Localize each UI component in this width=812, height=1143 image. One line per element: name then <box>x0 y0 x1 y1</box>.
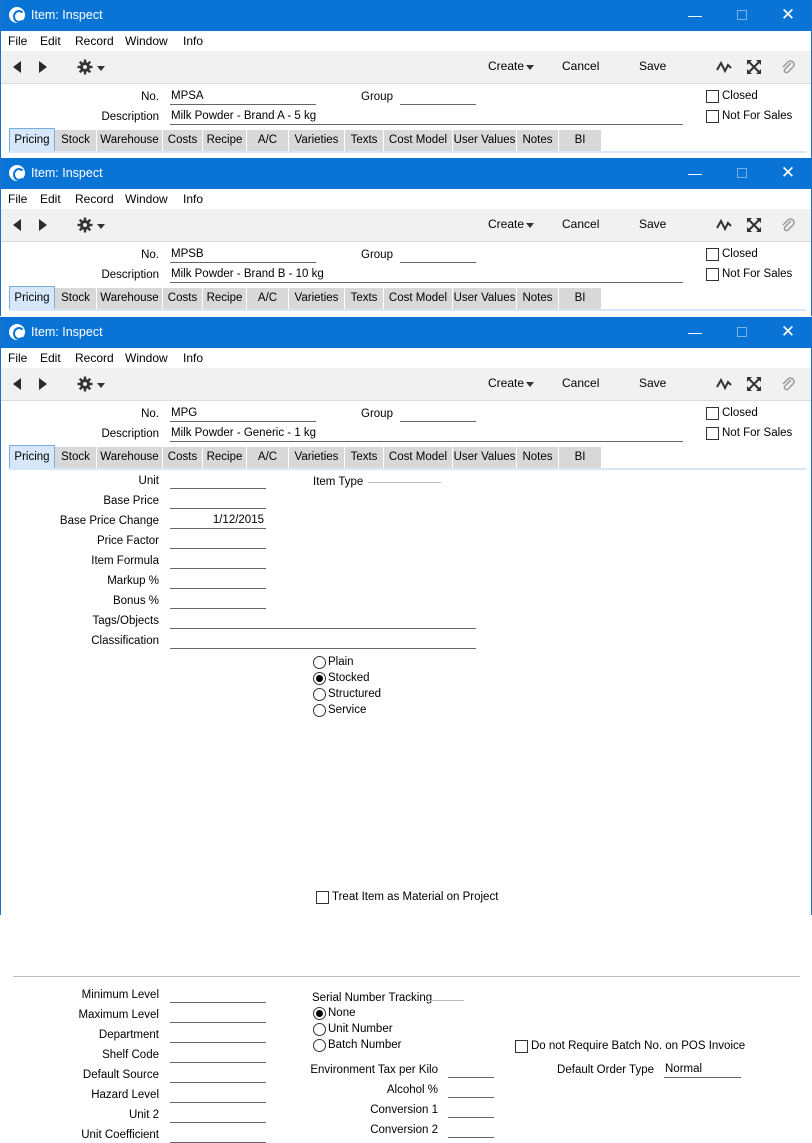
closed-checkbox[interactable] <box>706 248 719 261</box>
item-window-1 <box>0 0 812 158</box>
window-title: Item: Inspect <box>31 166 103 180</box>
tab-pricing[interactable]: Pricing <box>9 445 55 468</box>
item-window-3 <box>0 317 812 1141</box>
tab-cost-model[interactable]: Cost Model <box>384 130 453 151</box>
default-source-field[interactable] <box>170 1068 266 1083</box>
minimum-level-field[interactable] <box>170 988 266 1003</box>
no-label: No. <box>141 408 159 420</box>
menu-item-info[interactable]: Info <box>183 34 204 48</box>
gear-icon[interactable] <box>77 217 93 233</box>
unit-coefficient-field[interactable] <box>170 1128 266 1143</box>
not-for-sales-label: Not For Sales <box>722 110 793 122</box>
chevron-down-icon[interactable] <box>97 383 105 388</box>
tab-recipe[interactable]: Recipe <box>203 130 247 151</box>
app-logo-icon <box>9 324 25 340</box>
markup-field[interactable] <box>170 574 266 589</box>
menu-item-record[interactable]: Record <box>75 192 114 206</box>
toolbar <box>1 209 811 242</box>
not-for-sales-checkbox[interactable] <box>706 110 719 123</box>
expand-icon[interactable] <box>746 59 762 75</box>
shelf-code-label: Shelf Code <box>102 1049 159 1061</box>
menu-item-record[interactable]: Record <box>75 34 114 48</box>
base-price-label: Base Price <box>103 495 159 507</box>
expand-icon[interactable] <box>746 217 762 233</box>
menu-bar <box>1 348 811 368</box>
tab-a-c[interactable]: A/C <box>247 130 289 151</box>
tab-a-c[interactable]: A/C <box>247 447 289 468</box>
tab-costs[interactable]: Costs <box>163 288 203 309</box>
create-button[interactable]: Create <box>488 59 525 73</box>
no-field[interactable]: MPSB <box>170 248 316 263</box>
default-source-label: Default Source <box>82 1069 159 1081</box>
item-formula-label: Item Formula <box>91 555 159 567</box>
classification-field[interactable] <box>170 634 476 649</box>
conversion1-field[interactable] <box>448 1103 494 1118</box>
department-label: Department <box>98 1029 159 1041</box>
serial-tracking-option-label: Unit Number <box>328 1023 393 1035</box>
window-title: Item: Inspect <box>31 325 103 339</box>
activity-icon[interactable] <box>716 59 732 75</box>
not-for-sales-checkbox[interactable] <box>706 268 719 281</box>
tab-user-values[interactable]: User Values <box>453 447 517 468</box>
menu-item-window[interactable]: Window <box>125 351 168 365</box>
unit2-label: Unit 2 <box>128 1109 159 1121</box>
conversion1-label: Conversion 1 <box>370 1104 438 1116</box>
description-field[interactable]: Milk Powder - Brand B - 10 kg <box>170 268 683 283</box>
previous-record-icon[interactable] <box>13 378 21 390</box>
item-type-radio-service[interactable] <box>313 704 326 717</box>
minimize-icon[interactable]: — <box>688 165 702 181</box>
group-label: Group <box>361 91 393 103</box>
tab-varieties[interactable]: Varieties <box>289 130 345 151</box>
activity-icon[interactable] <box>716 217 732 233</box>
close-icon[interactable]: ✕ <box>780 322 796 341</box>
menu-item-edit[interactable]: Edit <box>40 192 61 206</box>
no-label: No. <box>141 91 159 103</box>
toolbar <box>1 51 811 84</box>
tags-objects-label: Tags/Objects <box>92 615 159 627</box>
description-label: Description <box>101 269 159 281</box>
minimize-icon[interactable]: — <box>688 7 702 23</box>
item-type-radio-stocked[interactable] <box>313 672 326 685</box>
closed-label: Closed <box>722 248 758 260</box>
serial-tracking-option-label: None <box>328 1007 356 1019</box>
title-bar[interactable] <box>1 317 811 348</box>
close-icon[interactable]: ✕ <box>780 5 796 24</box>
base-price-change-label: Base Price Change <box>59 515 159 527</box>
cancel-button[interactable]: Cancel <box>562 376 600 390</box>
maximum-level-field[interactable] <box>170 1008 266 1023</box>
menu-item-info[interactable]: Info <box>183 192 204 206</box>
tab-user-values[interactable]: User Values <box>453 288 517 309</box>
serial-tracking-underline <box>428 986 464 1001</box>
base-price-field[interactable] <box>170 494 266 509</box>
price-factor-label: Price Factor <box>97 535 159 547</box>
unit2-field[interactable] <box>170 1108 266 1123</box>
serial-tracking-radio-unit-number[interactable] <box>313 1023 326 1036</box>
menu-item-record[interactable]: Record <box>75 351 114 365</box>
create-button[interactable]: Create <box>488 217 525 231</box>
markup-label: Markup % <box>107 575 159 587</box>
toolbar <box>1 368 811 401</box>
description-field[interactable]: Milk Powder - Generic - 1 kg <box>170 427 683 442</box>
previous-record-icon[interactable] <box>13 61 21 73</box>
tab-underline <box>9 309 806 311</box>
closed-label: Closed <box>722 407 758 419</box>
chevron-down-icon[interactable] <box>526 65 534 70</box>
alcohol-field[interactable] <box>448 1083 494 1098</box>
tab-texts[interactable]: Texts <box>345 447 384 468</box>
menu-item-file[interactable]: File <box>8 192 28 206</box>
tab-costs[interactable]: Costs <box>163 130 203 151</box>
tab-notes[interactable]: Notes <box>517 288 559 309</box>
tab-user-values[interactable]: User Values <box>453 130 517 151</box>
section-divider <box>13 976 800 977</box>
tab-warehouse[interactable]: Warehouse <box>97 447 163 468</box>
tab-stock[interactable]: Stock <box>55 130 97 151</box>
title-bar[interactable] <box>1 0 811 31</box>
menu-item-edit[interactable]: Edit <box>40 34 61 48</box>
unit-field[interactable] <box>170 474 266 489</box>
menu-item-info[interactable]: Info <box>183 351 204 365</box>
conversion2-field[interactable] <box>448 1123 494 1138</box>
item-type-radio-plain[interactable] <box>313 656 326 669</box>
description-field[interactable]: Milk Powder - Brand A - 5 kg <box>170 110 683 125</box>
tab-cost-model[interactable]: Cost Model <box>384 447 453 468</box>
paperclip-icon[interactable] <box>780 59 796 75</box>
cancel-button[interactable]: Cancel <box>562 59 600 73</box>
tab-texts[interactable]: Texts <box>345 288 384 309</box>
menu-item-file[interactable]: File <box>8 34 28 48</box>
shelf-code-field[interactable] <box>170 1048 266 1063</box>
tab-pricing[interactable]: Pricing <box>9 286 55 309</box>
item-formula-field[interactable] <box>170 554 266 569</box>
serial-tracking-option-label: Batch Number <box>328 1039 402 1051</box>
default-order-type-field[interactable]: Normal <box>664 1063 741 1078</box>
maximum-level-label: Maximum Level <box>78 1009 159 1021</box>
menu-item-window[interactable]: Window <box>125 34 168 48</box>
menu-item-file[interactable]: File <box>8 351 28 365</box>
env-tax-field[interactable] <box>448 1063 494 1078</box>
activity-icon[interactable] <box>716 376 732 392</box>
tab-costs[interactable]: Costs <box>163 447 203 468</box>
no-label: No. <box>141 249 159 261</box>
no-batch-pos-checkbox[interactable] <box>515 1040 528 1053</box>
conversion2-label: Conversion 2 <box>370 1124 438 1136</box>
env-tax-label: Environment Tax per Kilo <box>310 1064 438 1076</box>
menu-item-window[interactable]: Window <box>125 192 168 206</box>
serial-tracking-label: Serial Number Tracking <box>312 992 433 1004</box>
treat-as-material-checkbox[interactable] <box>316 891 329 904</box>
price-factor-field[interactable] <box>170 534 266 549</box>
maximize-icon[interactable] <box>731 163 753 183</box>
maximize-icon[interactable] <box>731 322 753 342</box>
tab-texts[interactable]: Texts <box>345 130 384 151</box>
item-type-radio-structured[interactable] <box>313 688 326 701</box>
no-field[interactable]: MPG <box>170 407 316 422</box>
tab-warehouse[interactable]: Warehouse <box>97 130 163 151</box>
not-for-sales-label: Not For Sales <box>722 427 793 439</box>
app-logo-icon <box>9 165 25 181</box>
tab-bi[interactable]: BI <box>559 447 602 468</box>
item-type-option-label: Plain <box>328 656 354 668</box>
item-type-option-label: Service <box>328 704 367 716</box>
tab-stock[interactable]: Stock <box>55 288 97 309</box>
serial-tracking-radio-batch-number[interactable] <box>313 1039 326 1052</box>
chevron-down-icon[interactable] <box>526 223 534 228</box>
department-field[interactable] <box>170 1028 266 1043</box>
minimize-icon[interactable]: — <box>688 324 702 340</box>
chevron-down-icon[interactable] <box>97 66 105 71</box>
tab-a-c[interactable]: A/C <box>247 288 289 309</box>
closed-checkbox[interactable] <box>706 90 719 103</box>
description-label: Description <box>101 428 159 440</box>
closed-checkbox[interactable] <box>706 407 719 420</box>
save-button[interactable]: Save <box>639 59 667 73</box>
save-button[interactable]: Save <box>639 376 667 390</box>
unit-label: Unit <box>138 475 159 487</box>
serial-tracking-radio-none[interactable] <box>313 1007 326 1020</box>
alcohol-label: Alcohol % <box>386 1084 438 1096</box>
item-type-option-label: Structured <box>328 688 382 700</box>
closed-label: Closed <box>722 90 758 102</box>
group-label: Group <box>361 408 393 420</box>
gear-icon[interactable] <box>77 376 93 392</box>
tab-notes[interactable]: Notes <box>517 447 559 468</box>
title-bar[interactable] <box>1 158 811 189</box>
group-field[interactable] <box>400 407 476 422</box>
tab-recipe[interactable]: Recipe <box>203 447 247 468</box>
minimum-level-label: Minimum Level <box>81 989 159 1001</box>
group-field[interactable] <box>400 90 476 105</box>
classification-label: Classification <box>91 635 159 647</box>
default-order-type-label: Default Order Type <box>557 1064 654 1076</box>
item-type-option-label: Stocked <box>328 672 370 684</box>
not-for-sales-label: Not For Sales <box>722 268 793 280</box>
unit-coefficient-label: Unit Coefficient <box>81 1129 159 1141</box>
group-field[interactable] <box>400 248 476 263</box>
app-logo-icon <box>9 7 25 23</box>
tab-notes[interactable]: Notes <box>517 130 559 151</box>
menu-item-edit[interactable]: Edit <box>40 351 61 365</box>
tab-varieties[interactable]: Varieties <box>289 288 345 309</box>
menu-bar <box>1 189 811 209</box>
paperclip-icon[interactable] <box>780 217 796 233</box>
tags-objects-field[interactable] <box>170 614 476 629</box>
gear-icon[interactable] <box>77 59 93 75</box>
tab-underline <box>9 151 806 153</box>
expand-icon[interactable] <box>746 376 762 392</box>
cancel-button[interactable]: Cancel <box>562 217 600 231</box>
chevron-down-icon[interactable] <box>97 224 105 229</box>
bonus-label: Bonus % <box>112 595 159 607</box>
tab-warehouse[interactable]: Warehouse <box>97 288 163 309</box>
treat-as-material-label: Treat Item as Material on Project <box>332 891 499 903</box>
create-button[interactable]: Create <box>488 376 525 390</box>
tab-recipe[interactable]: Recipe <box>203 288 247 309</box>
tab-stock[interactable]: Stock <box>55 447 97 468</box>
hazard-level-field[interactable] <box>170 1088 266 1103</box>
hazard-level-label: Hazard Level <box>91 1089 159 1101</box>
group-label: Group <box>361 249 393 261</box>
menu-bar <box>1 31 811 51</box>
bonus-field[interactable] <box>170 594 266 609</box>
item-window-2 <box>0 158 812 316</box>
chevron-down-icon[interactable] <box>526 382 534 387</box>
next-record-icon[interactable] <box>39 61 47 73</box>
base-price-change-field[interactable]: 1/12/2015 <box>170 514 266 529</box>
no-field[interactable]: MPSA <box>170 90 316 105</box>
tab-bi[interactable]: BI <box>559 130 602 151</box>
tab-cost-model[interactable]: Cost Model <box>384 288 453 309</box>
next-record-icon[interactable] <box>39 219 47 231</box>
record-header <box>1 242 811 312</box>
previous-record-icon[interactable] <box>13 219 21 231</box>
paperclip-icon[interactable] <box>780 376 796 392</box>
next-record-icon[interactable] <box>39 378 47 390</box>
window-title: Item: Inspect <box>31 8 103 22</box>
no-batch-pos-label: Do not Require Batch No. on POS Invoice <box>531 1040 746 1052</box>
description-label: Description <box>101 111 159 123</box>
item-type-label: Item Type <box>313 476 364 488</box>
item-type-underline <box>368 468 441 483</box>
save-button[interactable]: Save <box>639 217 667 231</box>
tab-bi[interactable]: BI <box>559 288 602 309</box>
tab-varieties[interactable]: Varieties <box>289 447 345 468</box>
not-for-sales-checkbox[interactable] <box>706 427 719 440</box>
record-header <box>1 401 811 471</box>
maximize-icon[interactable] <box>731 5 753 25</box>
record-header <box>1 84 811 154</box>
tab-pricing[interactable]: Pricing <box>9 128 55 151</box>
close-icon[interactable]: ✕ <box>780 163 796 182</box>
